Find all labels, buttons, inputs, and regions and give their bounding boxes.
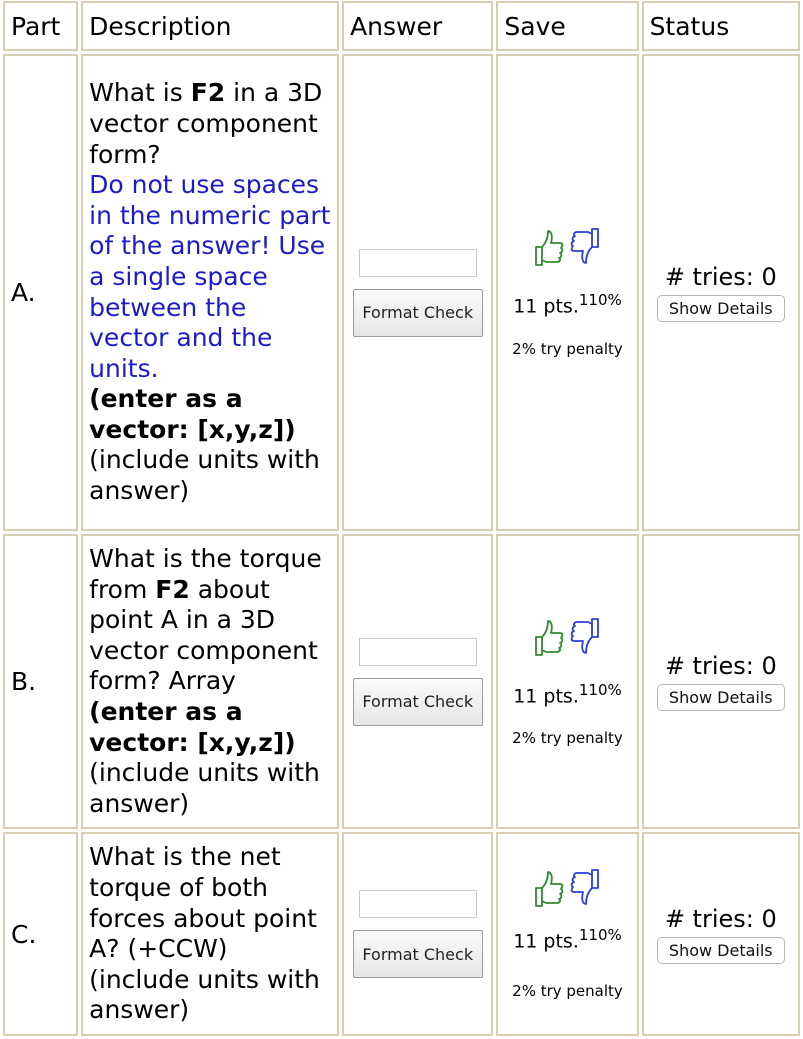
rating-icons	[498, 227, 636, 271]
header-row	[3, 1, 800, 51]
points-text: 11 pts.	[513, 684, 579, 707]
units-note: (include units with answer)	[89, 758, 320, 818]
header-description: Description	[81, 1, 339, 51]
status-cell	[642, 534, 800, 829]
question-description	[81, 534, 339, 829]
question-text-cont: in a 3D vector component form?	[89, 78, 323, 169]
thumbs-down-icon[interactable]	[570, 868, 602, 912]
answer-cell	[342, 832, 493, 1036]
table-row	[3, 54, 800, 531]
header-save: Save	[496, 1, 638, 51]
points-text: 11 pts.	[513, 295, 579, 318]
try-penalty: 2% try penalty	[512, 339, 623, 358]
answer-input[interactable]	[359, 249, 477, 277]
vector-format-hint: (enter as a vector: [x,y,z])	[89, 384, 296, 444]
points-percent: 110%	[578, 291, 622, 310]
points-percent: 110%	[578, 680, 622, 699]
question-text: What is the torque from	[89, 544, 322, 604]
points-value	[498, 926, 636, 952]
rating-icons	[498, 868, 636, 912]
question-bold-term: F2	[190, 78, 226, 108]
answer-input[interactable]	[359, 890, 477, 918]
header-part: Part	[3, 1, 78, 51]
format-check-button[interactable]: Format Check	[353, 289, 483, 337]
question-bold-term: F2	[155, 574, 190, 604]
try-penalty: 2% try penalty	[512, 728, 623, 747]
save-cell	[496, 54, 638, 531]
tries-count: # tries: 0	[664, 263, 777, 291]
rating-icons	[498, 617, 636, 661]
part-label: A.	[3, 54, 78, 531]
vector-format-hint: (enter as a vector: [x,y,z])	[89, 696, 296, 757]
question-description	[81, 54, 339, 531]
part-label: B.	[3, 534, 78, 829]
table-row	[3, 534, 800, 829]
show-details-button[interactable]: Show Details	[657, 937, 785, 964]
table-row	[3, 832, 800, 1036]
tries-count: # tries: 0	[664, 904, 777, 933]
units-note: (include units with answer)	[89, 964, 320, 1025]
show-details-button[interactable]: Show Details	[657, 684, 785, 711]
format-check-button[interactable]: Format Check	[353, 930, 483, 978]
thumbs-down-icon[interactable]	[570, 617, 602, 661]
format-check-button[interactable]: Format Check	[353, 678, 483, 726]
header-status: Status	[642, 1, 800, 51]
answer-cell	[342, 54, 493, 531]
points-value	[498, 681, 636, 707]
save-cell	[496, 832, 638, 1036]
try-penalty: 2% try penalty	[512, 982, 623, 1001]
answer-input[interactable]	[359, 638, 477, 666]
format-instructions: Do not use spaces in the numeric part of the answer! Use a single space between the vector and the units.	[89, 170, 331, 383]
question-text-cont: about point A in a 3D vector component form? Array	[89, 574, 318, 696]
question-text: What is	[89, 78, 191, 108]
answer-cell	[342, 534, 493, 829]
thumbs-up-icon[interactable]	[532, 617, 564, 661]
points-value	[498, 291, 636, 317]
points-percent: 110%	[578, 925, 622, 944]
points-text: 11 pts.	[513, 930, 579, 953]
thumbs-up-icon[interactable]	[532, 868, 564, 912]
thumbs-down-icon[interactable]	[570, 227, 602, 271]
save-cell	[496, 534, 638, 829]
header-answer: Answer	[342, 1, 493, 51]
question-description	[81, 832, 339, 1036]
part-label: C.	[3, 832, 78, 1036]
status-cell	[642, 54, 800, 531]
units-note: (include units with answer)	[89, 445, 320, 506]
thumbs-up-icon[interactable]	[532, 227, 564, 271]
tries-count: # tries: 0	[664, 652, 777, 681]
status-cell	[642, 832, 800, 1036]
question-text: What is the net torque of both forces about point A? (+CCW)	[89, 842, 317, 964]
show-details-button[interactable]: Show Details	[657, 295, 785, 322]
